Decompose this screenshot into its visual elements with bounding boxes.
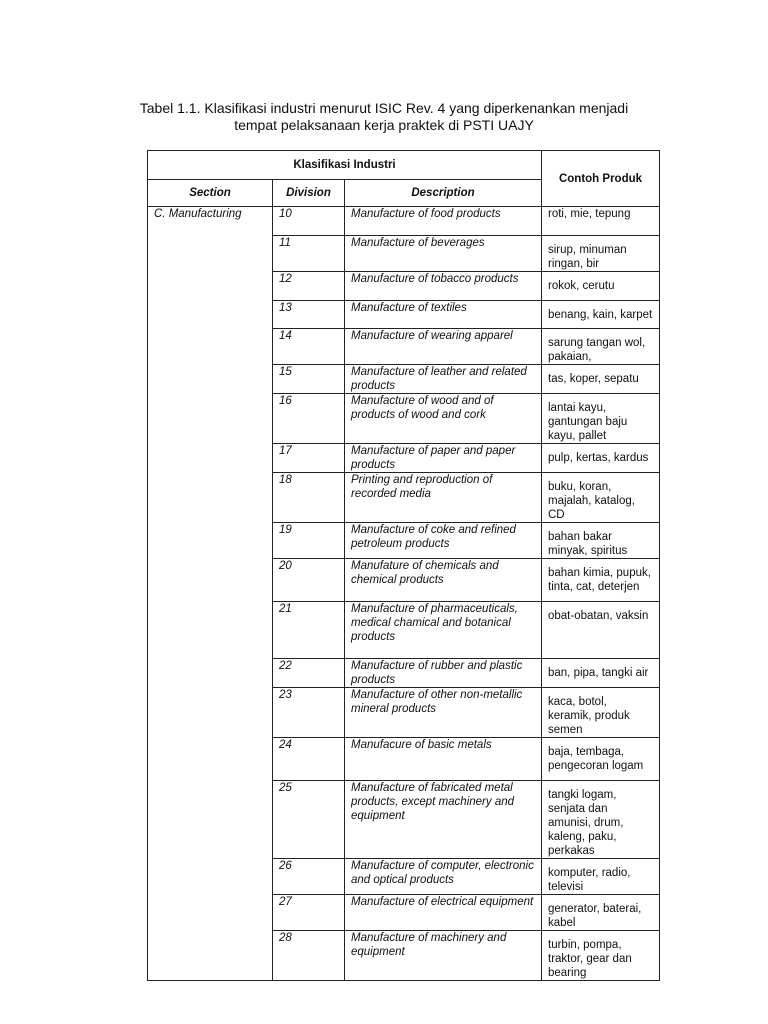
product-cell: obat-obatan, vaksin bbox=[542, 602, 660, 659]
product-cell: bahan kimia, pupuk, tinta, cat, deterjen bbox=[542, 559, 660, 602]
product-cell: tangki logam, senjata dan amunisi, drum, kaleng, paku, perkakas bbox=[542, 781, 660, 859]
division-cell: 20 bbox=[273, 559, 345, 602]
division-cell: 16 bbox=[273, 394, 345, 444]
product-cell: generator, baterai, kabel bbox=[542, 895, 660, 931]
product-cell: rokok, cerutu bbox=[542, 272, 660, 301]
description-cell: Manufacture of computer, electronic and optical products bbox=[345, 859, 542, 895]
division-cell: 17 bbox=[273, 444, 345, 473]
product-cell: sarung tangan wol, pakaian, bbox=[542, 329, 660, 365]
division-cell: 13 bbox=[273, 301, 345, 329]
product-cell: turbin, pompa, traktor, gear dan bearing bbox=[542, 931, 660, 981]
division-cell: 18 bbox=[273, 473, 345, 523]
division-cell: 24 bbox=[273, 738, 345, 781]
header-description: Description bbox=[345, 180, 542, 207]
product-cell: kaca, botol, keramik, produk semen bbox=[542, 688, 660, 738]
description-cell: Manufacture of beverages bbox=[345, 236, 542, 272]
product-cell: baja, tembaga, pengecoran logam bbox=[542, 738, 660, 781]
description-cell: Manufacture of other non-metallic mineral products bbox=[345, 688, 542, 738]
product-cell: pulp, kertas, kardus bbox=[542, 444, 660, 473]
description-cell: Manufacture of fabricated metal products, except machinery and equipment bbox=[345, 781, 542, 859]
description-cell: Manufacture of food products bbox=[345, 207, 542, 236]
table-body bbox=[148, 207, 660, 981]
description-cell: Manufacture of tobacco products bbox=[345, 272, 542, 301]
table-row bbox=[148, 207, 660, 236]
header-contoh-produk: Contoh Produk bbox=[542, 151, 660, 207]
division-cell: 12 bbox=[273, 272, 345, 301]
description-cell: Manufacture of textiles bbox=[345, 301, 542, 329]
division-cell: 21 bbox=[273, 602, 345, 659]
product-cell: buku, koran, majalah, katalog, CD bbox=[542, 473, 660, 523]
description-cell: Manufacure of basic metals bbox=[345, 738, 542, 781]
header-klasifikasi-industri: Klasifikasi Industri bbox=[148, 151, 542, 180]
product-cell: benang, kain, karpet bbox=[542, 301, 660, 329]
description-cell: Manufacture of leather and related products bbox=[345, 365, 542, 394]
division-cell: 28 bbox=[273, 931, 345, 981]
description-cell: Manufature of chemicals and chemical products bbox=[345, 559, 542, 602]
description-cell: Manufacture of rubber and plastic products bbox=[345, 659, 542, 688]
product-cell: komputer, radio, televisi bbox=[542, 859, 660, 895]
industry-classification-table bbox=[147, 150, 660, 981]
description-cell: Manufacture of paper and paper products bbox=[345, 444, 542, 473]
division-cell: 27 bbox=[273, 895, 345, 931]
header-division: Division bbox=[273, 180, 345, 207]
header-section: Section bbox=[148, 180, 273, 207]
product-cell: sirup, minuman ringan, bir bbox=[542, 236, 660, 272]
division-cell: 26 bbox=[273, 859, 345, 895]
product-cell: roti, mie, tepung bbox=[542, 207, 660, 236]
division-cell: 14 bbox=[273, 329, 345, 365]
description-cell: Manufacture of pharmaceuticals, medical chamical and botanical products bbox=[345, 602, 542, 659]
description-cell: Printing and reproduction of recorded media bbox=[345, 473, 542, 523]
product-cell: bahan bakar minyak, spiritus bbox=[542, 523, 660, 559]
product-cell: lantai kayu, gantungan baju kayu, pallet bbox=[542, 394, 660, 444]
product-cell: ban, pipa, tangki air bbox=[542, 659, 660, 688]
table-caption bbox=[100, 100, 668, 134]
description-cell: Manufacture of electrical equipment bbox=[345, 895, 542, 931]
division-cell: 25 bbox=[273, 781, 345, 859]
description-cell: Manufacture of coke and refined petroleum products bbox=[345, 523, 542, 559]
division-cell: 11 bbox=[273, 236, 345, 272]
description-cell: Manufacture of machinery and equipment bbox=[345, 931, 542, 981]
division-cell: 15 bbox=[273, 365, 345, 394]
division-cell: 22 bbox=[273, 659, 345, 688]
caption-line-1: Tabel 1.1. Klasifikasi industri menurut ISIC Rev. 4 yang diperkenankan menjadi bbox=[139, 100, 629, 116]
description-cell: Manufacture of wood and of products of wood and cork bbox=[345, 394, 542, 444]
product-cell: tas, koper, sepatu bbox=[542, 365, 660, 394]
division-cell: 10 bbox=[273, 207, 345, 236]
section-cell: C. Manufacturing bbox=[148, 207, 273, 981]
division-cell: 23 bbox=[273, 688, 345, 738]
division-cell: 19 bbox=[273, 523, 345, 559]
description-cell: Manufacture of wearing apparel bbox=[345, 329, 542, 365]
caption-line-2: tempat pelaksanaan kerja praktek di PSTI UAJY bbox=[234, 117, 534, 133]
